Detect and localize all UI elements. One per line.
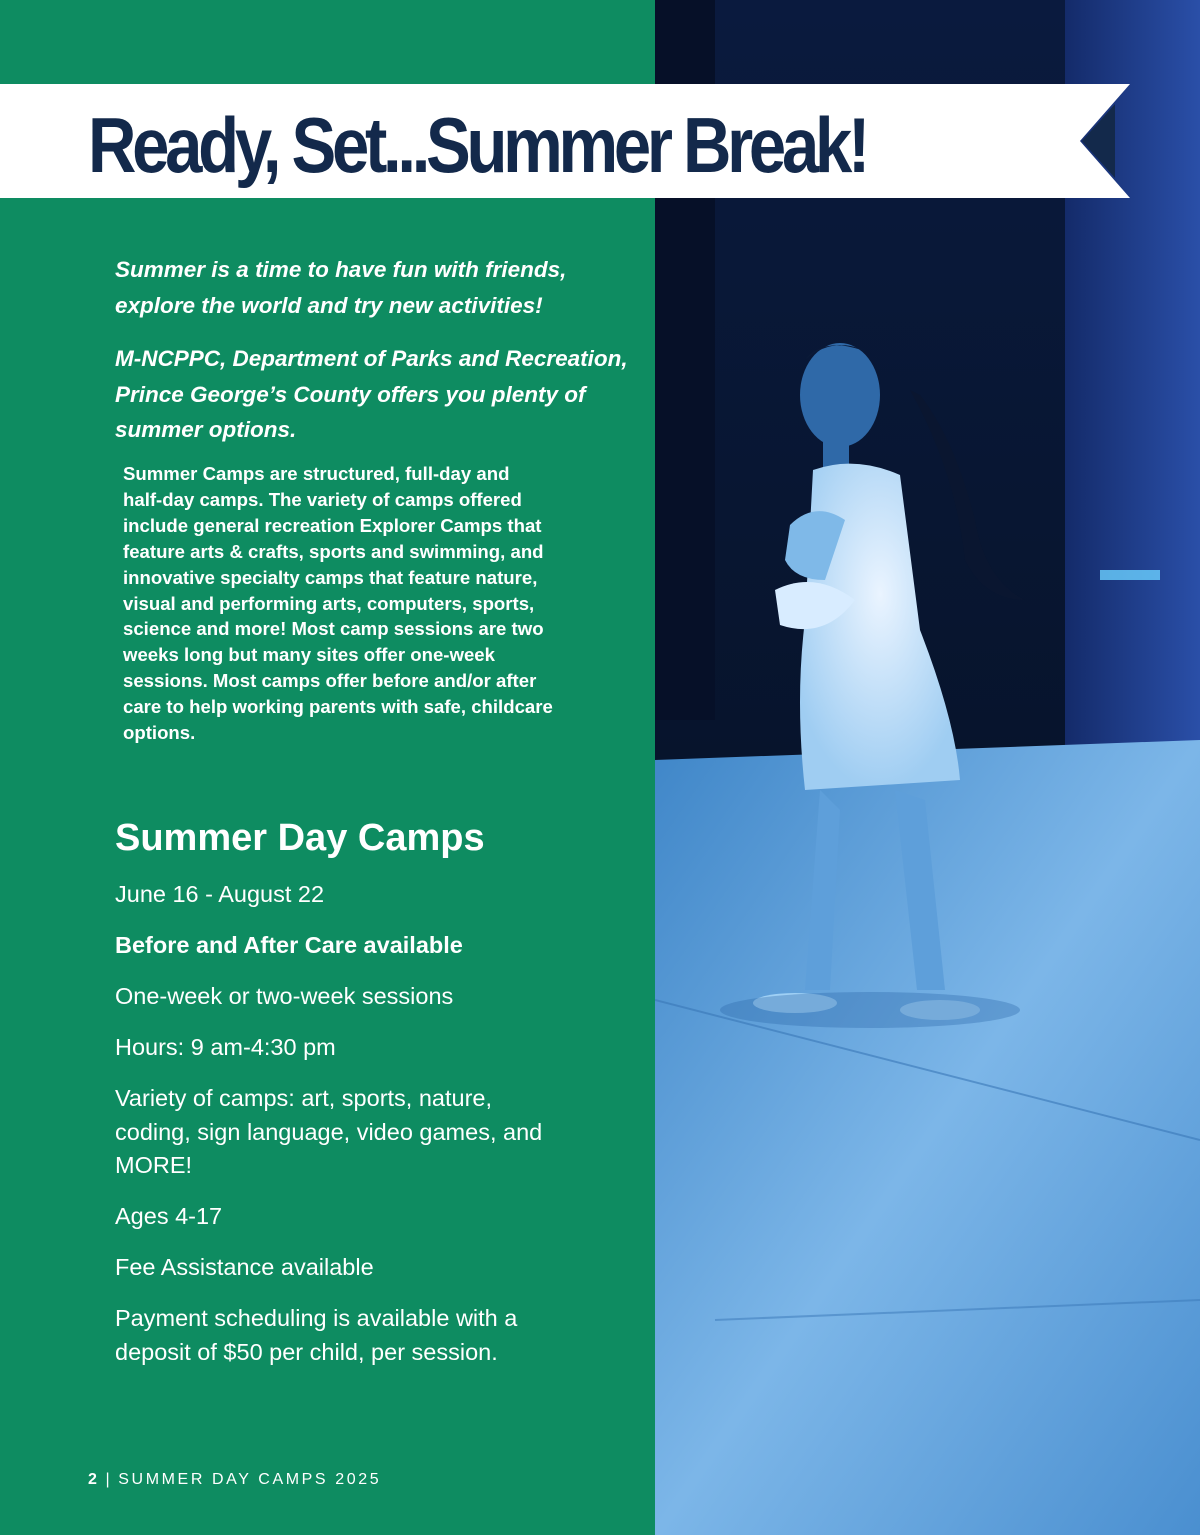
- camp-care: Before and After Care available: [115, 932, 463, 958]
- page-title: Ready, Set...Summer Break!: [88, 101, 867, 189]
- page-number: 2: [88, 1471, 100, 1488]
- section-title-summer-day-camps: Summer Day Camps: [115, 817, 485, 859]
- camp-ages: Ages 4-17: [115, 1203, 223, 1229]
- camp-hours: Hours: 9 am-4:30 pm: [115, 1034, 336, 1060]
- intro-paragraph-2: M-NCPPC, Department of Parks and Recreation, Prince George’s County offers you plenty of summer options.: [115, 346, 628, 442]
- footer-separator: |: [105, 1471, 113, 1488]
- camp-dates: June 16 - August 22: [115, 881, 325, 907]
- footer-label: SUMMER DAY CAMPS 2025: [118, 1471, 382, 1488]
- camp-payment: Payment scheduling is available with a deposit of $50 per child, per session.: [115, 1305, 518, 1365]
- dancer-photo: [655, 0, 1200, 1535]
- page-footer: [88, 1471, 381, 1489]
- camp-facts-list: [115, 878, 565, 1387]
- camp-fee-assistance: Fee Assistance available: [115, 1254, 374, 1280]
- summer-camps-description: Summer Camps are structured, full-day and half-day camps. The variety of camps offered include general recreation Explorer Camps that feature arts & crafts, sports and swimming, and innovative specialty camps that feature nature, visual and performing arts, computers, sports, science and more! Most camp sessions are two weeks long but many sites offer one-week sessions. Most camps offer before and/or after care to help working parents with safe, childcare options.: [123, 463, 553, 744]
- camp-sessions: One-week or two-week sessions: [115, 983, 454, 1009]
- camp-variety: Variety of camps: art, sports, nature, coding, sign language, video games, and MORE!: [115, 1085, 543, 1178]
- intro-paragraph-1: Summer is a time to have fun with friends, explore the world and try new activities!: [115, 257, 567, 318]
